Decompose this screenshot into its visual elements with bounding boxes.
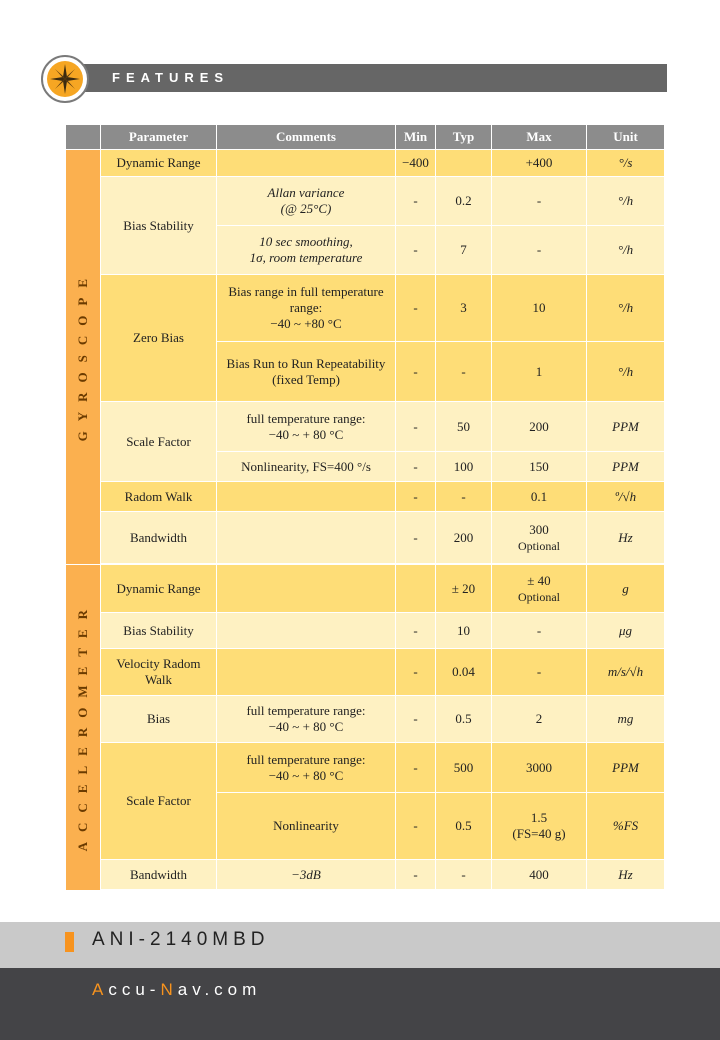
max-cell: 3000 [492,743,587,793]
param-cell: Bias [101,696,217,743]
comments-cell: full temperature range: −40 ~ + 80 °C [217,402,396,452]
max-cell: - [492,226,587,275]
table-row [66,177,665,226]
table-row [66,482,665,512]
comments-cell [217,482,396,512]
comments-cell [217,649,396,696]
site-part-1: ccu- [108,980,161,999]
max-cell: - [492,177,587,226]
max-note: Optional [518,538,560,553]
site-letter-a: A [92,980,109,999]
footer-site-band [0,968,720,1040]
compass-logo [41,55,89,103]
unit-cell: PPM [587,743,665,793]
max-cell: 1 [492,342,587,402]
comments-cell: Bias range in full temperature range: −40 ~ +80 °C [217,275,396,342]
compass-rose-icon [47,61,83,97]
comments-cell: 10 sec smoothing, 1σ, room temperature [217,226,396,275]
min-cell: - [396,482,436,512]
param-cell: Velocity Radom Walk [101,649,217,696]
unit-cell: %FS [587,793,665,860]
typ-cell [436,150,492,177]
param-cell: Dynamic Range [101,565,217,613]
max-cell: 0.1 [492,482,587,512]
max-value: 300 [529,521,549,537]
param-cell: Scale Factor [101,402,217,482]
max-cell: 400 [492,860,587,890]
typ-cell: 50 [436,402,492,452]
min-cell: −400 [396,150,436,177]
max-cell: 1.5 (FS=40 g) [492,793,587,860]
param-cell: Dynamic Range [101,150,217,177]
min-cell: - [396,860,436,890]
gyroscope-group-label: GYROSCOPE [66,150,101,565]
col-header: Unit [587,125,665,150]
min-cell: - [396,512,436,564]
col-header: Max [492,125,587,150]
typ-cell: - [436,342,492,402]
unit-cell: PPM [587,402,665,452]
unit-cell: °/s [587,150,665,177]
unit-cell: °/h [587,177,665,226]
min-cell: - [396,793,436,860]
typ-cell: 500 [436,743,492,793]
typ-cell: - [436,482,492,512]
typ-cell: 0.5 [436,696,492,743]
table-row [66,696,665,743]
min-cell: - [396,452,436,482]
param-cell: Bandwidth [101,512,217,564]
corner-cell [66,125,101,150]
unit-cell: º/√h [587,482,665,512]
unit-cell: Hz [587,860,665,890]
max-cell: 200 [492,402,587,452]
min-cell: - [396,613,436,649]
unit-cell: g [587,565,665,613]
param-cell: Scale Factor [101,743,217,860]
comments-cell: full temperature range: −40 ~ + 80 °C [217,743,396,793]
website-link[interactable] [92,980,261,1000]
model-number: ANI-2140MBD [92,929,270,950]
min-cell: - [396,342,436,402]
accelerometer-group-label: ACCELEROMETER [66,565,101,891]
typ-cell: ± 20 [436,565,492,613]
site-letter-n: N [160,980,178,999]
table-row [66,613,665,649]
typ-cell: 0.5 [436,793,492,860]
unit-cell: °/h [587,342,665,402]
max-cell [492,565,587,613]
table-row [66,402,665,452]
param-cell: Radom Walk [101,482,217,512]
max-cell: 2 [492,696,587,743]
comments-cell: Nonlinearity [217,793,396,860]
comments-cell: −3dB [217,860,396,890]
unit-cell: °/h [587,275,665,342]
param-cell: Zero Bias [101,275,217,402]
param-cell: Bandwidth [101,860,217,890]
spacer-cell [101,890,665,891]
unit-cell: mg [587,696,665,743]
comments-cell [217,565,396,613]
min-cell: - [396,743,436,793]
table-row [66,150,665,177]
min-cell: - [396,649,436,696]
unit-cell: μg [587,613,665,649]
typ-cell: 0.2 [436,177,492,226]
footer-accent-mark [65,932,74,952]
comments-cell: Nonlinearity, FS=400 °/s [217,452,396,482]
unit-cell: PPM [587,452,665,482]
max-cell: 150 [492,452,587,482]
min-cell [396,565,436,613]
min-cell: - [396,275,436,342]
min-cell: - [396,402,436,452]
features-title: FEATURES [112,70,230,85]
comments-cell: Allan variance (@ 25°C) [217,177,396,226]
table-row [66,860,665,890]
max-cell: - [492,613,587,649]
unit-cell: Hz [587,512,665,564]
min-cell: - [396,177,436,226]
table-row-spacer [66,890,665,891]
max-value: ± 40 [527,572,551,588]
typ-cell: 100 [436,452,492,482]
comments-cell [217,150,396,177]
typ-cell: 7 [436,226,492,275]
col-header: Min [396,125,436,150]
min-cell: - [396,696,436,743]
col-header: Parameter [101,125,217,150]
typ-cell: 10 [436,613,492,649]
col-header: Typ [436,125,492,150]
comments-cell: Bias Run to Run Repeatability (fixed Temp) [217,342,396,402]
unit-cell: °/h [587,226,665,275]
max-cell [492,512,587,564]
typ-cell: 0.04 [436,649,492,696]
max-cell: +400 [492,150,587,177]
param-cell: Bias Stability [101,177,217,275]
unit-cell: m/s/√h [587,649,665,696]
max-cell: 10 [492,275,587,342]
comments-cell: full temperature range: −40 ~ + 80 °C [217,696,396,743]
table-row [66,275,665,342]
table-row [66,565,665,613]
param-cell: Bias Stability [101,613,217,649]
max-note: Optional [518,589,560,604]
max-cell: - [492,649,587,696]
col-header: Comments [217,125,396,150]
table-row [66,512,665,564]
comments-cell [217,512,396,564]
site-part-2: av.com [177,980,262,999]
table-row [66,743,665,793]
spec-table [65,124,665,891]
comments-cell [217,613,396,649]
typ-cell: 200 [436,512,492,564]
typ-cell: 3 [436,275,492,342]
table-row [66,649,665,696]
table-header-row [66,125,665,150]
min-cell: - [396,226,436,275]
typ-cell: - [436,860,492,890]
